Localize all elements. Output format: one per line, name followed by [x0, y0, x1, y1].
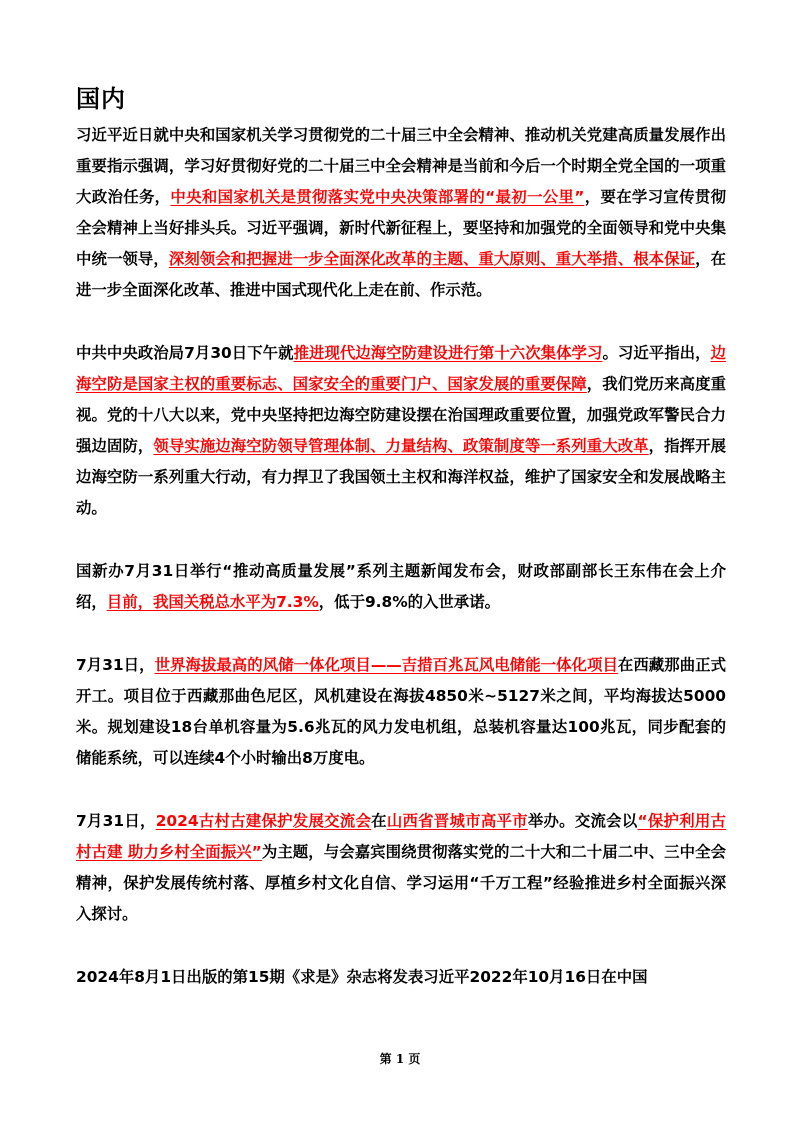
section-heading: 国内	[76, 85, 126, 113]
news-paragraph	[76, 806, 726, 930]
paragraph-text: ，我们党历来高度重视。党的十八大以来，党中央坚持把边海空防建设摆在治国理政重要位置，加强党政军警民合力强边固防，	[76, 375, 726, 455]
news-paragraph	[76, 650, 726, 774]
highlighted-text: 边海空防是国家主权的重要标志、国家安全的重要门户、国家发展的重要保障	[76, 344, 726, 393]
paragraph-text: 习近平近日就中央和国家机关学习贯彻党的二十届三中全会精神、推动机关党建高质量发展作出重要指示强调，学习好贯彻好党的二十届三中全会精神是当前和今后一个时期全党全国的一项重大政治任务，	[76, 126, 726, 206]
paragraph-text: 在西藏那曲正式开工。项目位于西藏那曲色尼区，风机建设在海拔4850米~5127米之间，平均海拔达5000米。规划建设18台单机容量为5.6兆瓦的风力发电机组，总装机容量达100兆瓦，同步配套的储能系统，可以连续4个小时输出8万度电。	[76, 656, 726, 767]
paragraph-text: 中共中央政治局7月30日下午就	[76, 344, 294, 362]
paragraph-text: ，指挥开展边海空防一系列重大行动，有力捍卫了我国领土主权和海洋权益，维护了国家安全和发展战略主动。	[76, 437, 726, 517]
paragraph-text: ，在进一步全面深化改革、推进中国式现代化上走在前、作示范。	[76, 250, 726, 299]
news-paragraph	[76, 120, 726, 306]
paragraph-text: ，低于9.8%的入世承诺。	[318, 593, 500, 611]
paragraph-text: 为主题，与会嘉宾围绕贯彻落实党的二十大和二十届二中、三中全会精神，保护发展传统村落、厚植乡村文化自信、学习运用“千万工程”经验推进乡村全面振兴深入探讨。	[76, 843, 726, 923]
news-paragraph	[76, 556, 726, 618]
highlighted-text: 目前，我国关税总水平为7.3%	[106, 593, 319, 611]
highlighted-text: 2024古村古建保护发展交流会	[155, 812, 372, 830]
paragraph-text: 国新办7月31日举行“推动高质量发展”系列主题新闻发布会，财政部副部长王东伟在会上介绍，	[76, 562, 726, 611]
news-list	[76, 120, 726, 993]
highlighted-text: 领导实施边海空防领导管理体制、力量结构、政策制度等一系列重大改革	[153, 437, 649, 455]
paragraph-text: 7月31日，	[76, 656, 155, 674]
highlighted-text: 中央和国家机关是贯彻落实党中央决策部署的“最初一公里”	[170, 188, 585, 206]
highlighted-text: 推进现代边海空防建设进行第十六次集体学习	[293, 344, 603, 362]
paragraph-text: ，要在学习宣传贯彻全会精神上当好排头兵。习近平强调，新时代新征程上，要坚持和加强党的全面领导和党中央集中统一领导，	[76, 188, 726, 268]
highlighted-text: 世界海拔最高的风储一体化项目——吉措百兆瓦风电储能一体化项目	[154, 656, 618, 674]
page-number: 第 1 页	[379, 1052, 421, 1066]
highlighted-text: “保护利用古村古建 助力乡村全面振兴”	[76, 812, 726, 861]
highlighted-text: 深刻领会和把握进一步全面深化改革的主题、重大原则、重大举措、根本保证	[168, 250, 696, 268]
paragraph-text: 在	[371, 812, 387, 830]
highlighted-text: 山西省晋城市高平市	[386, 812, 528, 830]
news-paragraph	[76, 962, 726, 993]
paragraph-text: 7月31日，	[76, 812, 156, 830]
paragraph-text: 。习近平指出，	[602, 344, 711, 362]
news-paragraph	[76, 338, 726, 524]
paragraph-text: 2024年8月1日出版的第15期《求是》杂志将发表习近平2022年10月16日在中国	[76, 968, 648, 986]
paragraph-text: 举办。交流会以	[527, 812, 638, 830]
